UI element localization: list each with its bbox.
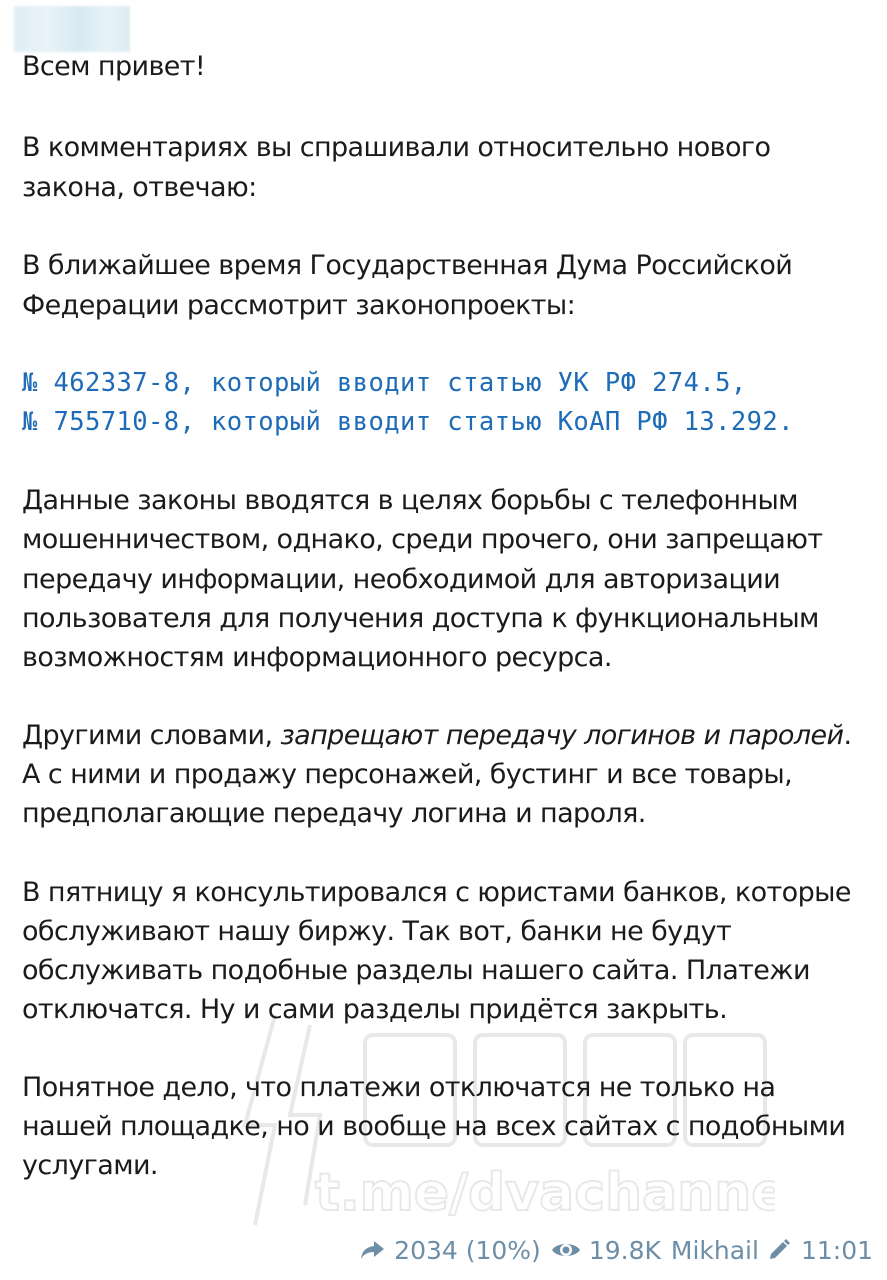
paragraph-4-line-2: А с ними и продажу персонажей, бустинг и все товары,: [22, 759, 793, 790]
author-signature: [671, 1236, 791, 1265]
paragraph-4-start: Другими словами,: [22, 720, 281, 751]
code-line-1[interactable]: № 462337-8, который вводит статью УК РФ 274.5,: [22, 368, 747, 398]
forwards-counter[interactable]: [360, 1236, 541, 1265]
paragraph-5-line-2: обслуживают нашу биржу. Так вот, банки не будут: [22, 916, 732, 947]
paragraph-3-line-3: передачу информации, необходимой для авторизации: [22, 564, 781, 595]
paragraph-5-line-1: В пятницу я консультировался с юристами банков, которые: [22, 877, 851, 908]
paragraph-5-line-3: обслуживать подобные разделы нашего сайта. Платежи: [22, 955, 810, 986]
paragraph-4-italic: запрещают передачу логинов и паролей: [280, 720, 844, 751]
pencil-icon: [767, 1238, 791, 1262]
paragraph-6-line-1: Понятное дело, что платежи отключатся не только на: [22, 1072, 776, 1103]
paragraph-2-line-1: В ближайшее время Государственная Дума Российской: [22, 250, 793, 281]
views-count: 19.8K: [588, 1235, 661, 1265]
paragraph-6-line-2: нашей площадке, но и вообще на всех сайтах с подобными: [22, 1111, 846, 1142]
code-line-2[interactable]: № 755710-8, который вводит статью КоАП РФ 13.292.: [22, 407, 794, 437]
paragraph-6-line-3: услугами.: [22, 1150, 158, 1181]
paragraph-4-line-3: предполагающие передачу логина и пароля.: [22, 798, 646, 829]
forwards-count: 2034 (10%): [394, 1235, 541, 1265]
paragraph-3-line-4: пользователя для получения доступа к функциональным: [22, 603, 819, 634]
paragraph-2-line-2: Федерации рассмотрит законопроекты:: [22, 290, 576, 321]
paragraph-3-line-5: возможностям информационного ресурса.: [22, 642, 612, 673]
paragraph-3-line-2: мошенничеством, однако, среди прочего, они запрещают: [22, 524, 823, 555]
paragraph-1-line-2: закона, отвечаю:: [22, 172, 257, 203]
paragraph-3-line-1: Данные законы вводятся в целях борьбы с телефонным: [22, 485, 798, 516]
paragraph-1-line-1: В комментариях вы спрашивали относительно нового: [22, 132, 771, 163]
author-name: Mikhail: [670, 1235, 759, 1265]
eye-icon: [551, 1239, 581, 1261]
channel-name-blurred: [14, 6, 130, 52]
message-footer: [360, 1230, 873, 1270]
paragraph-5-line-4: отключатся. Ну и сами разделы придётся закрыть.: [22, 994, 728, 1025]
paragraph-4-end: .: [843, 720, 852, 751]
paragraph-4-line-1: [22, 716, 851, 756]
message-time: 11:01: [800, 1235, 873, 1265]
forward-arrow-icon: [360, 1239, 386, 1261]
views-counter: [551, 1236, 661, 1265]
greeting-text: Всем привет!: [22, 51, 206, 82]
svg-text:t.me/dvachannel: t.me/dvachannel: [315, 1163, 775, 1223]
